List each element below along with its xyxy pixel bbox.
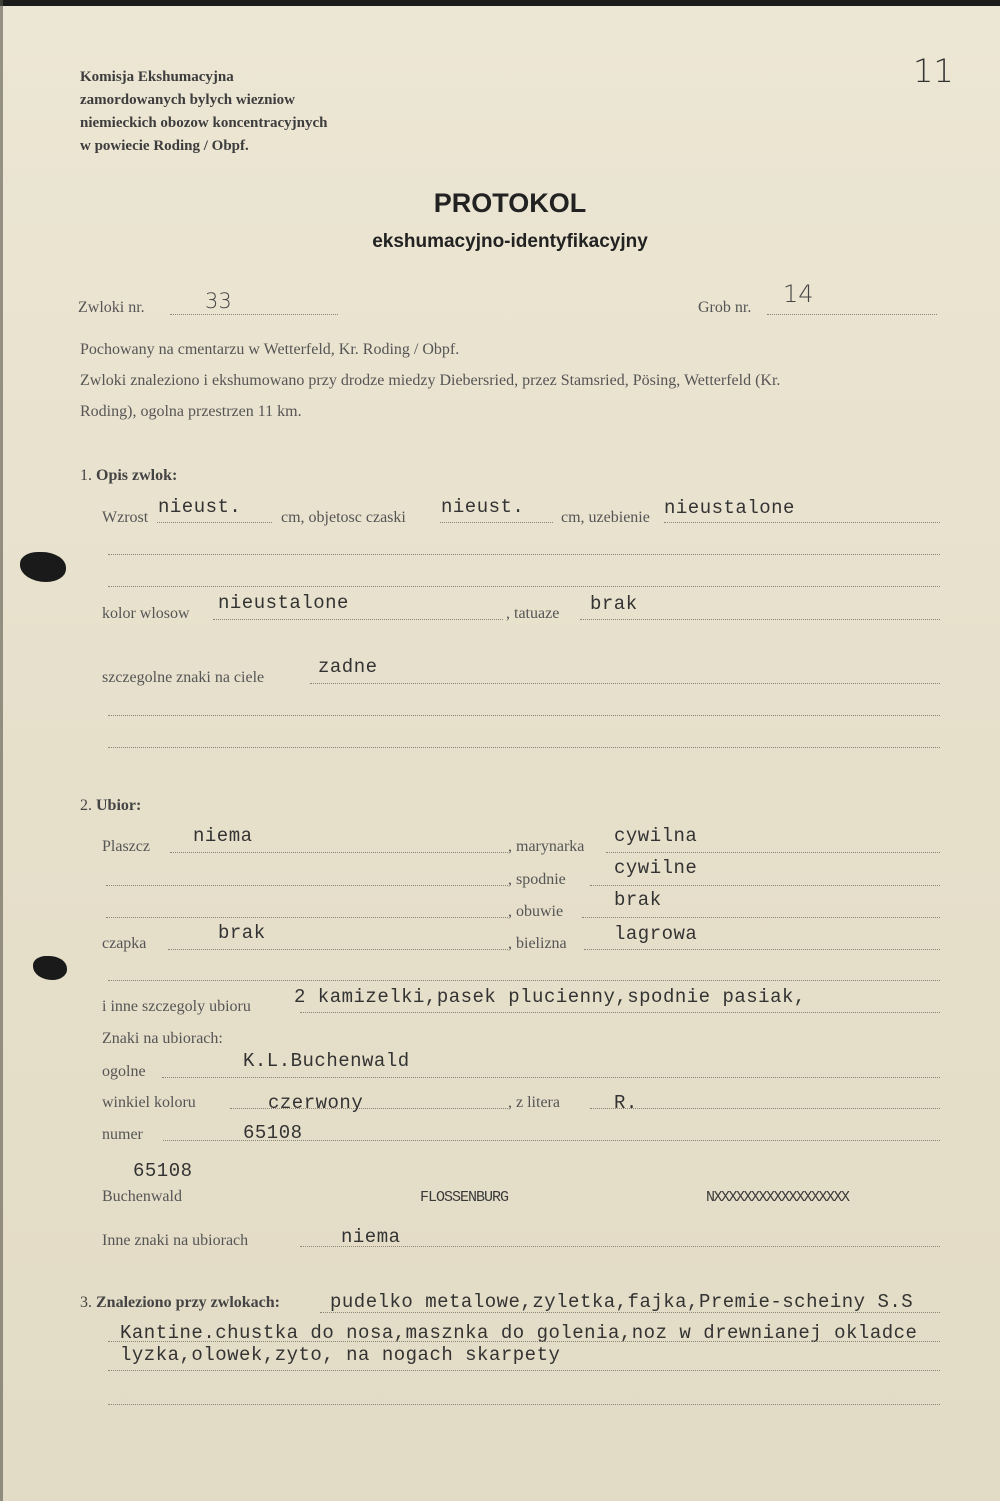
- section-2-number: 2.: [80, 797, 92, 814]
- document-title: PROTOKOL: [433, 188, 587, 218]
- header-line-2: zamordowanych bylych wiezniow: [80, 92, 295, 108]
- znaki-ciele-label: szczegolne znaki na ciele: [102, 669, 265, 686]
- found-items-line-1: pudelko metalowe,zyletka,fajka,Premie-scheiny S.S: [330, 1291, 914, 1313]
- wzrost-label: Wzrost: [102, 509, 149, 526]
- section-2-title: Ubior:: [96, 797, 142, 814]
- czapka-value: brak: [218, 922, 266, 944]
- spodnie-label: , spodnie: [508, 871, 566, 888]
- section-1-heading: [80, 467, 177, 485]
- ink-blot: [20, 552, 66, 582]
- found-items-line-2: Kantine.chustka do nosa,masznka do golenia,noz w drewnianej okladce: [120, 1322, 918, 1344]
- litera-value: R.: [614, 1092, 638, 1114]
- grob-label: Grob nr.: [698, 299, 752, 316]
- buchenwald-label: Buchenwald: [102, 1188, 182, 1205]
- bielizna-value: lagrowa: [614, 923, 698, 945]
- winkiel-label: winkiel koloru: [102, 1094, 196, 1111]
- found-items-line-3: lyzka,olowek,zyto, na nogach skarpety: [120, 1344, 561, 1366]
- numer-label: numer: [102, 1126, 143, 1143]
- uzebienie-label: cm, uzebienie: [561, 509, 650, 526]
- plaszcz-label: Plaszcz: [102, 838, 150, 855]
- zwloki-value: 33: [205, 289, 232, 313]
- znaki-ciele-value: zadne: [318, 656, 378, 678]
- kolor-wlosow-label: kolor wlosow: [102, 605, 190, 622]
- header-line-1: Komisja Ekshumacyjna: [80, 69, 234, 85]
- section-3-title: Znaleziono przy zwlokach:: [96, 1294, 280, 1311]
- inne-szczegoly-value: 2 kamizelki,pasek plucienny,spodnie pasiak,: [294, 986, 806, 1008]
- section-2-heading: [80, 797, 141, 815]
- tatuaze-label: , tatuaze: [506, 605, 560, 622]
- section-1-title: Opis zwlok:: [96, 467, 178, 484]
- struck-out-camp-1: FLOSSENBURG: [420, 1189, 509, 1206]
- number-written: 65108: [133, 1160, 193, 1182]
- marynarka-label: , marynarka: [508, 838, 585, 855]
- wzrost-value: nieust.: [158, 496, 242, 518]
- plaszcz-value: niema: [193, 825, 253, 847]
- czaski-label: cm, objetosc czaski: [281, 509, 406, 526]
- header-line-3: niemieckich obozow koncentracyjnych: [80, 115, 328, 131]
- section-3-number: 3.: [80, 1294, 92, 1311]
- inne-znaki-label: Inne znaki na ubiorach: [102, 1232, 249, 1249]
- bielizna-label: , bielizna: [508, 935, 567, 952]
- ogolne-value: K.L.Buchenwald: [243, 1050, 410, 1072]
- burial-line: Pochowany na cmentarzu w Wetterfeld, Kr. Roding / Obpf.: [80, 341, 460, 358]
- scan-left-edge: [0, 0, 3, 1501]
- scan-top-edge: [0, 0, 1000, 6]
- litera-label: , z litera: [508, 1094, 560, 1111]
- section-3-heading: [80, 1294, 280, 1312]
- grob-value: 14: [783, 280, 814, 308]
- czaski-value: nieust.: [441, 496, 525, 518]
- inne-szczegoly-label: i inne szczegoly ubioru: [102, 998, 251, 1015]
- znaki-ubiorach-label: Znaki na ubiorach:: [102, 1030, 223, 1047]
- obuwie-label: , obuwie: [508, 903, 564, 920]
- tatuaze-value: brak: [590, 593, 638, 615]
- kolor-wlosow-value: nieustalone: [218, 592, 349, 614]
- uzebienie-value: nieustalone: [664, 497, 795, 519]
- header-line-4: w powiecie Roding / Obpf.: [80, 138, 249, 154]
- section-1-number: 1.: [80, 467, 92, 484]
- obuwie-value: brak: [614, 889, 662, 911]
- inne-znaki-value: niema: [341, 1226, 401, 1248]
- found-line-2: Roding), ogolna przestrzen 11 km.: [80, 403, 302, 420]
- zwloki-label: Zwloki nr.: [78, 299, 145, 316]
- ogolne-label: ogolne: [102, 1063, 146, 1080]
- page-number: 11: [913, 52, 954, 90]
- marynarka-value: cywilna: [614, 825, 698, 847]
- ink-blot: [33, 956, 67, 980]
- document-subtitle: ekshumacyjno-identyfikacyjny: [372, 231, 648, 252]
- spodnie-value: cywilne: [614, 857, 698, 879]
- struck-out-camp-2: NXXXXXXXXXXXXXXXXXX: [706, 1189, 849, 1206]
- found-line-1: Zwloki znaleziono i ekshumowano przy drodze miedzy Diebersried, przez Stamsried, Pösing, Wetterfeld (Kr.: [80, 372, 781, 389]
- winkiel-value: czerwony: [268, 1092, 364, 1114]
- czapka-label: czapka: [102, 935, 147, 952]
- numer-value: 65108: [243, 1122, 303, 1144]
